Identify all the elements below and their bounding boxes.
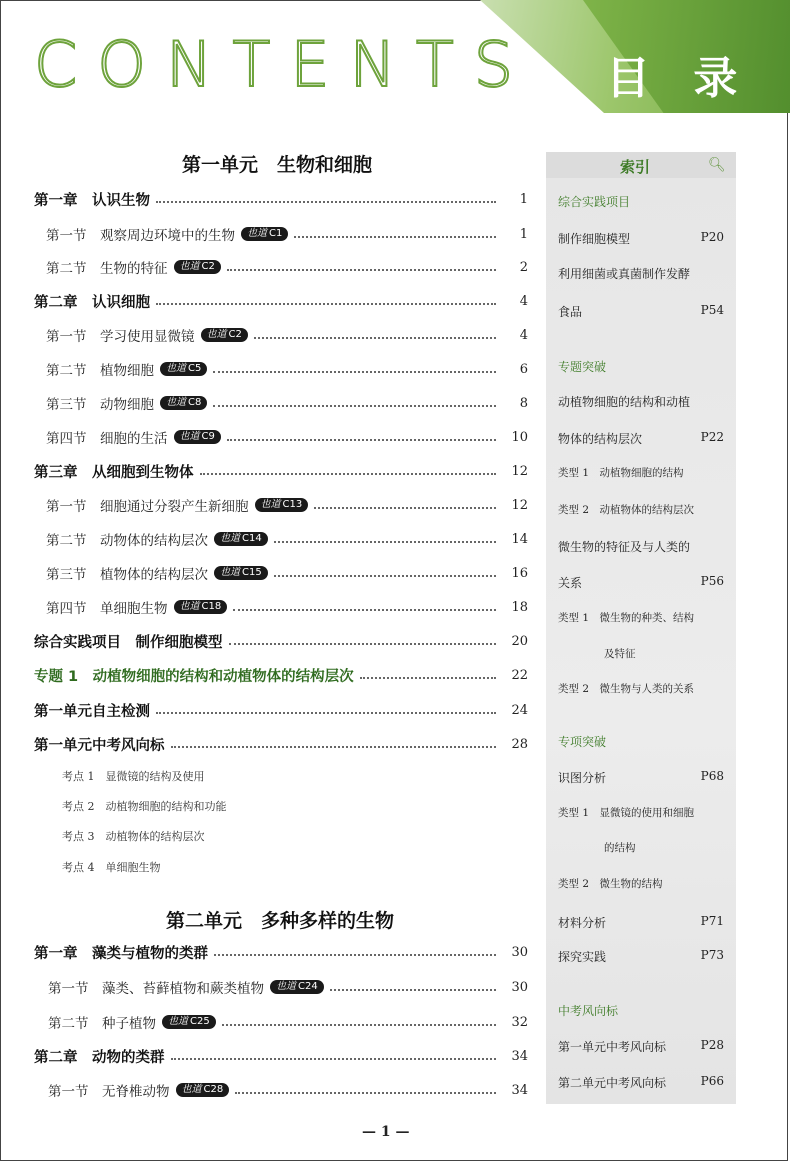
index-item[interactable] (558, 358, 724, 375)
toc-entry[interactable] (46, 493, 528, 517)
dot-leader (214, 954, 496, 956)
index-item-text: 综合实践项目 (558, 195, 631, 209)
dot-leader (294, 236, 496, 238)
badge-prefix: 也道 (276, 981, 296, 992)
toc-page-number: 18 (511, 599, 528, 615)
toc-entry-label: 第一章 藻类与植物的类群 (34, 945, 208, 962)
index-item-text: 类型 2 微生物的结构 (558, 878, 663, 890)
index-item-text: 第二单元中考风向标 (558, 1076, 667, 1090)
index-item-text: 类型 1 动植物细胞的结构 (558, 467, 684, 479)
toc-entry[interactable] (46, 425, 528, 449)
toc-page-number: 8 (519, 395, 528, 411)
badge-prefix: 也道 (179, 431, 200, 442)
badge-code: C8 (188, 397, 202, 408)
toc-page-number: 10 (511, 429, 528, 445)
toc-entry-label: 第四节 单细胞生物 (46, 601, 168, 617)
video-badge[interactable] (201, 328, 248, 342)
index-item[interactable] (558, 502, 724, 517)
video-badge[interactable] (270, 980, 324, 994)
unit-title-1: 第一单元 生物和细胞 (182, 154, 373, 176)
kaodian-3: 考点 3 动植物体的结构层次 (62, 830, 205, 843)
badge-prefix: 也道 (220, 567, 240, 578)
index-item-text: 中考风向标 (558, 1004, 619, 1018)
index-item[interactable] (558, 948, 724, 965)
index-item-text: 关系 (558, 576, 583, 590)
badge-code: C28 (203, 1084, 224, 1095)
badge-prefix: 也道 (168, 1016, 188, 1027)
index-item[interactable] (558, 1002, 724, 1019)
badge-code: C2 (201, 261, 215, 272)
toc-page-number: 12 (511, 463, 528, 479)
dot-leader (156, 303, 496, 305)
index-item[interactable] (558, 193, 724, 210)
toc-entry-label: 第一节 藻类、苔藓植物和蕨类植物 (48, 981, 264, 997)
toc-entry[interactable] (34, 187, 528, 211)
dot-leader (233, 609, 496, 611)
page-number: — 1 — (362, 1124, 410, 1140)
toc-page-number: 30 (511, 944, 528, 960)
index-item[interactable] (558, 769, 724, 786)
index-item-page: P56 (700, 574, 724, 588)
dot-leader (171, 746, 497, 748)
mulu-heading: 目 录 (606, 53, 752, 104)
index-item-text: 的结构 (604, 842, 636, 854)
badge-code: C1 (269, 228, 283, 239)
badge-code: C2 (228, 329, 242, 340)
toc-entry[interactable] (34, 663, 528, 687)
toc-entry-label: 专题 1 动植物细胞的结构和动植物体的结构层次 (34, 668, 354, 685)
toc-page-number: 14 (511, 531, 528, 547)
dot-leader (274, 541, 496, 543)
dot-leader (156, 712, 496, 714)
toc-entry-label: 第二章 动物的类群 (34, 1049, 165, 1066)
toc-page-number: 34 (511, 1082, 528, 1098)
toc-entry-label: 第二节 种子植物 (48, 1016, 156, 1032)
index-item-page: P54 (700, 303, 724, 317)
dot-leader (330, 989, 496, 991)
video-badge[interactable] (160, 362, 207, 376)
index-item[interactable] (558, 393, 724, 410)
toc-entry[interactable] (46, 391, 528, 415)
index-item[interactable] (558, 681, 724, 696)
toc-entry-label: 第一单元中考风向标 (34, 737, 165, 754)
toc-page-number: 24 (511, 702, 528, 718)
index-item[interactable] (604, 646, 724, 661)
toc-entry-label: 第一节 学习使用显微镜 (46, 329, 195, 345)
unit-title-2: 第二单元 多种多样的生物 (166, 910, 395, 932)
index-item[interactable] (558, 538, 724, 555)
toc-entry[interactable] (46, 527, 528, 551)
toc-entry-label: 第三节 植物体的结构层次 (46, 567, 208, 583)
dot-leader (254, 337, 496, 339)
toc-entry-label: 第二章 认识细胞 (34, 294, 150, 311)
index-item[interactable] (558, 805, 724, 820)
toc-entry-label: 第一节 无脊椎动物 (48, 1084, 170, 1100)
toc-entry[interactable] (46, 595, 528, 619)
toc-entry[interactable] (34, 940, 528, 964)
index-item[interactable] (558, 303, 724, 320)
toc-entry[interactable] (34, 629, 528, 653)
kaodian-1: 考点 1 显微镜的结构及使用 (62, 770, 205, 783)
index-item-text: 类型 2 动植物体的结构层次 (558, 504, 695, 516)
video-badge[interactable] (174, 260, 221, 274)
toc-entry[interactable] (46, 255, 528, 279)
toc-entry-label: 第一节 观察周边环境中的生物 (46, 228, 235, 244)
index-item-page: P73 (700, 948, 724, 962)
toc-entry[interactable] (34, 732, 528, 756)
toc-page-number: 12 (511, 497, 528, 513)
index-item[interactable] (558, 230, 724, 247)
toc-page-number: 20 (511, 633, 528, 649)
dot-leader (227, 439, 496, 441)
index-item[interactable] (558, 1038, 724, 1055)
video-badge[interactable] (241, 227, 288, 241)
badge-prefix: 也道 (260, 499, 281, 510)
dot-leader (213, 405, 496, 407)
index-item-text: 类型 1 微生物的种类、结构 (558, 612, 695, 624)
index-item-text: 物体的结构层次 (558, 432, 643, 446)
dot-leader (314, 507, 496, 509)
index-item-text: 动植物细胞的结构和动植 (558, 395, 691, 409)
index-item-text: 类型 1 显微镜的使用和细胞 (558, 807, 695, 819)
toc-page-number: 16 (511, 565, 528, 581)
index-item[interactable] (558, 574, 724, 591)
toc-entry[interactable] (34, 459, 528, 483)
dot-leader (171, 1058, 497, 1060)
badge-code: C5 (188, 363, 202, 374)
badge-prefix: 也道 (179, 261, 200, 272)
index-item[interactable] (558, 914, 724, 931)
toc-entry[interactable] (34, 698, 528, 722)
toc-entry[interactable] (48, 1010, 528, 1034)
toc-entry-label: 第二节 动物体的结构层次 (46, 533, 208, 549)
index-item-page: P71 (700, 914, 724, 928)
badge-prefix: 也道 (181, 1084, 202, 1095)
dot-leader (222, 1024, 496, 1026)
toc-entry[interactable] (34, 1044, 528, 1068)
toc-entry[interactable] (46, 323, 528, 347)
index-item-text: 专项突破 (558, 735, 607, 749)
toc-entry[interactable] (46, 357, 528, 381)
badge-prefix: 也道 (166, 397, 186, 408)
toc-page-number: 4 (519, 293, 528, 309)
badge-code: C13 (282, 499, 303, 510)
badge-code: C25 (190, 1016, 210, 1027)
toc-entry[interactable] (46, 222, 528, 246)
toc-page-number: 28 (511, 736, 528, 752)
toc-entry-label: 第四节 细胞的生活 (46, 431, 168, 447)
index-item[interactable] (558, 610, 724, 625)
index-item-page: P66 (700, 1074, 724, 1088)
dot-leader (200, 473, 497, 475)
toc-entry-label: 第一章 认识生物 (34, 192, 150, 209)
dot-leader (360, 677, 496, 679)
badge-prefix: 也道 (247, 228, 267, 239)
toc-page-number: 4 (519, 327, 528, 343)
video-badge[interactable] (162, 1015, 216, 1029)
index-item-text: 专题突破 (558, 360, 607, 374)
toc-entry[interactable] (48, 1078, 528, 1102)
toc-entry-label: 第三章 从细胞到生物体 (34, 464, 194, 481)
index-item-text: 利用细菌或真菌制作发酵 (558, 267, 691, 281)
video-badge[interactable] (214, 566, 268, 580)
video-badge[interactable] (174, 600, 228, 614)
index-title: 索引 (620, 158, 651, 176)
index-item-page: P28 (700, 1038, 724, 1052)
badge-prefix: 也道 (166, 363, 186, 374)
toc-entry[interactable] (34, 289, 528, 313)
index-item-text: 微生物的特征及与人类的 (558, 540, 691, 554)
badge-prefix: 也道 (206, 329, 227, 340)
toc-entry[interactable] (46, 561, 528, 585)
toc-entry-label: 第一节 细胞通过分裂产生新细胞 (46, 499, 249, 515)
video-badge[interactable] (160, 396, 207, 410)
index-sidebar (546, 152, 736, 1104)
badge-code: C24 (298, 981, 318, 992)
kaodian-4: 考点 4 单细胞生物 (62, 861, 161, 874)
index-item[interactable] (604, 840, 724, 855)
index-item[interactable] (558, 733, 724, 750)
index-item-text: 识图分析 (558, 771, 607, 785)
badge-prefix: 也道 (220, 533, 240, 544)
index-item-page: P20 (700, 230, 724, 244)
index-item-text: 制作细胞模型 (558, 232, 631, 246)
toc-page-number: 22 (511, 667, 528, 683)
video-badge[interactable] (176, 1083, 230, 1097)
toc-page-number: 30 (511, 979, 528, 995)
video-badge[interactable] (174, 430, 221, 444)
index-item[interactable] (558, 465, 724, 480)
index-item-text: 材料分析 (558, 916, 607, 930)
toc-page-number: 2 (519, 259, 528, 275)
index-item-text: 及特征 (604, 648, 636, 660)
toc-entry-label: 第一单元自主检测 (34, 703, 150, 720)
index-item[interactable] (558, 265, 724, 282)
badge-code: C15 (242, 567, 262, 578)
toc-entry[interactable] (48, 975, 528, 999)
toc-page-number: 32 (511, 1014, 528, 1030)
search-icon: 🔍︎ (708, 157, 726, 173)
contents-heading: CONTENTS (34, 28, 534, 101)
index-item[interactable] (558, 430, 724, 447)
dot-leader (227, 269, 496, 271)
toc-entry-label: 第二节 生物的特征 (46, 261, 168, 277)
index-item[interactable] (558, 1074, 724, 1091)
badge-prefix: 也道 (179, 601, 200, 612)
dot-leader (156, 201, 496, 203)
index-item-page: P68 (700, 769, 724, 783)
video-badge[interactable] (255, 498, 309, 512)
kaodian-2: 考点 2 动植物细胞的结构和功能 (62, 800, 227, 813)
dot-leader (229, 643, 497, 645)
toc-page-number: 1 (519, 226, 528, 242)
index-item[interactable] (558, 876, 724, 891)
dot-leader (213, 371, 496, 373)
index-item-page: P22 (700, 430, 724, 444)
toc-page-number: 34 (511, 1048, 528, 1064)
badge-code: C18 (201, 601, 222, 612)
index-item-text: 第一单元中考风向标 (558, 1040, 667, 1054)
badge-code: C14 (242, 533, 262, 544)
toc-entry-label: 第三节 动物细胞 (46, 397, 154, 413)
toc-page-number: 6 (519, 361, 528, 377)
index-item-text: 食品 (558, 305, 583, 319)
toc-entry-label: 综合实践项目 制作细胞模型 (34, 634, 223, 651)
badge-code: C9 (201, 431, 215, 442)
dot-leader (274, 575, 496, 577)
dot-leader (235, 1092, 496, 1094)
video-badge[interactable] (214, 532, 268, 546)
toc-entry-label: 第二节 植物细胞 (46, 363, 154, 379)
index-item-text: 类型 2 微生物与人类的关系 (558, 683, 695, 695)
toc-page-number: 1 (519, 191, 528, 207)
index-item-text: 探究实践 (558, 950, 607, 964)
